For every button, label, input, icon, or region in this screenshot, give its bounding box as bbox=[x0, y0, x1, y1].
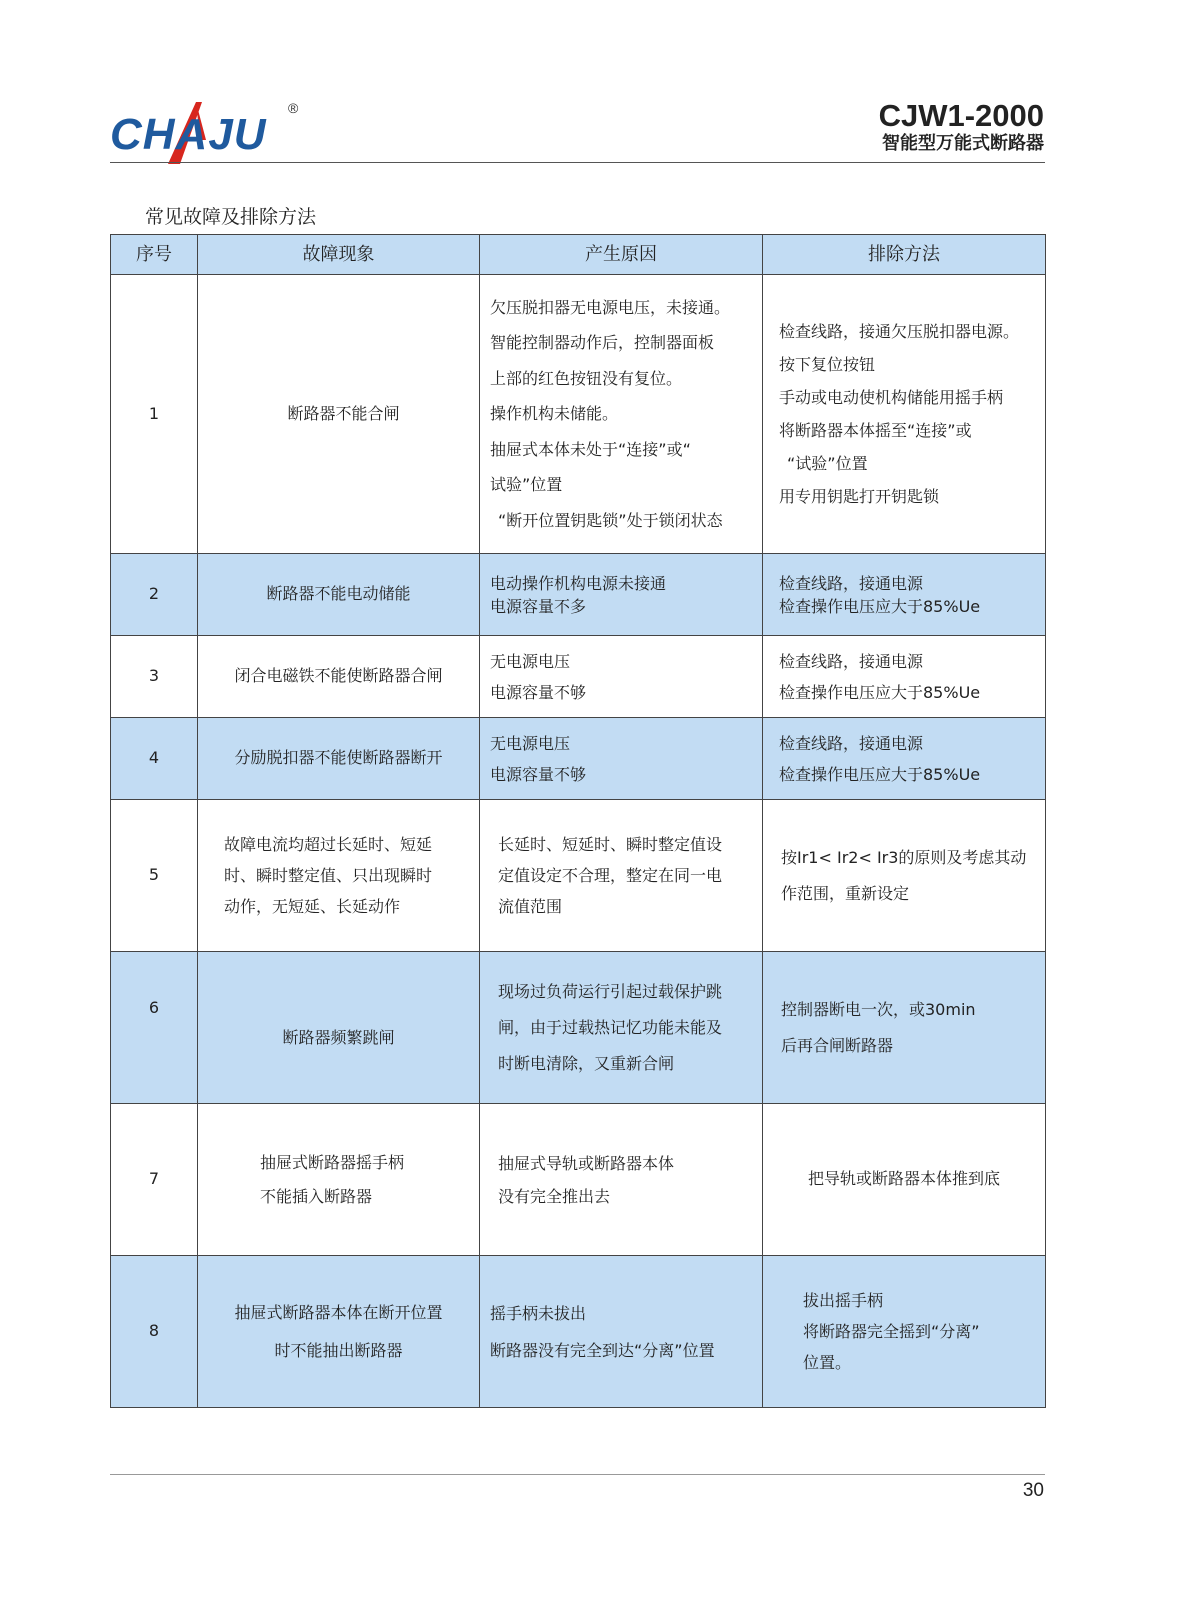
cause-line: 断路器没有完全到达“分离”位置 bbox=[490, 1340, 715, 1360]
row-number: 6 bbox=[111, 952, 198, 1104]
row-remedy bbox=[763, 800, 1046, 952]
cause-line: 抽屉式本体未处于“连接”或“ bbox=[490, 439, 691, 459]
row-remedy bbox=[763, 1104, 1046, 1256]
cause-line: 摇手柄未拔出 bbox=[490, 1303, 587, 1323]
remedy-line: 检查操作电压应大于85%Ue bbox=[779, 596, 981, 616]
model-header bbox=[879, 100, 1044, 156]
row-cause bbox=[480, 554, 763, 636]
row-cause bbox=[480, 636, 763, 718]
row-number: 5 bbox=[111, 800, 198, 952]
table-row bbox=[111, 1104, 1046, 1256]
cause-line: 上部的红色按钮没有复位。 bbox=[490, 368, 683, 388]
table-row bbox=[111, 554, 1046, 636]
symptom-line: 断路器不能电动储能 bbox=[266, 584, 411, 604]
column-header-number: 序号 bbox=[111, 235, 198, 275]
row-cause bbox=[480, 275, 763, 554]
row-symptom bbox=[198, 718, 480, 800]
symptom-line: 断路器不能合闸 bbox=[287, 403, 400, 423]
remedy-line: 手动或电动使机构储能用摇手柄 bbox=[779, 388, 1004, 407]
row-remedy bbox=[763, 275, 1046, 554]
column-header-cause: 产生原因 bbox=[480, 235, 763, 275]
fault-table bbox=[110, 234, 1046, 1408]
row-number: 3 bbox=[111, 636, 198, 718]
row-number: 4 bbox=[111, 718, 198, 800]
cause-line: 电动操作机构电源未接通 bbox=[490, 573, 667, 593]
column-header-remedy: 排除方法 bbox=[763, 235, 1046, 275]
symptom-line: 时不能抽出断路器 bbox=[274, 1340, 403, 1360]
row-symptom bbox=[198, 1104, 480, 1256]
row-symptom bbox=[198, 636, 480, 718]
remedy-line: 检查线路，接通电源 bbox=[779, 573, 924, 593]
cause-line: 无电源电压 bbox=[490, 651, 571, 671]
section-title: 常见故障及排除方法 bbox=[145, 206, 317, 228]
row-symptom bbox=[198, 1256, 480, 1408]
symptom-line: 动作，无短延、长延动作 bbox=[224, 897, 401, 916]
cause-line: 定值设定不合理，整定在同一电 bbox=[498, 866, 723, 885]
row-cause bbox=[480, 718, 763, 800]
symptom-line: 抽屉式断路器本体在断开位置 bbox=[234, 1302, 443, 1322]
remedy-line: 把导轨或断路器本体推到底 bbox=[807, 1169, 1000, 1189]
brand-logo bbox=[110, 96, 310, 168]
symptom-line: 断路器频繁跳闸 bbox=[282, 1028, 395, 1048]
row-remedy bbox=[763, 952, 1046, 1104]
cause-line: 现场过负荷运行引起过载保护跳 bbox=[498, 981, 723, 1001]
remedy-line: 检查线路，接通电源 bbox=[779, 651, 924, 671]
cause-line: 抽屉式导轨或断路器本体 bbox=[498, 1153, 675, 1173]
remedy-line: 检查线路，接通电源 bbox=[779, 733, 924, 753]
row-cause bbox=[480, 952, 763, 1104]
row-remedy bbox=[763, 1256, 1046, 1408]
header-divider bbox=[110, 162, 1045, 163]
table-row bbox=[111, 636, 1046, 718]
table-row bbox=[111, 275, 1046, 554]
row-symptom bbox=[198, 952, 480, 1104]
remedy-line: 将断路器本体摇至“连接”或 bbox=[779, 421, 972, 440]
row-symptom bbox=[198, 554, 480, 636]
cause-line: 时断电清除，又重新合闸 bbox=[498, 1053, 675, 1073]
remedy-line: 将断路器完全摇到“分离” bbox=[803, 1322, 980, 1341]
column-header-symptom: 故障现象 bbox=[198, 235, 480, 275]
row-number: 8 bbox=[111, 1256, 198, 1408]
cause-line: 操作机构未储能。 bbox=[490, 404, 619, 424]
table-row bbox=[111, 952, 1046, 1104]
row-cause bbox=[480, 1104, 763, 1256]
cause-line: 闸，由于过载热记忆功能未能及 bbox=[498, 1017, 723, 1037]
remedy-line: 按下复位按钮 bbox=[779, 355, 876, 374]
row-symptom bbox=[198, 275, 480, 554]
cause-line: 试验”位置 bbox=[490, 475, 563, 495]
cause-line: 无电源电压 bbox=[490, 733, 571, 753]
cause-line: 流值范围 bbox=[498, 897, 563, 916]
table-row bbox=[111, 800, 1046, 952]
row-symptom bbox=[198, 800, 480, 952]
row-cause bbox=[480, 1256, 763, 1408]
logo-wordmark: CHAJU bbox=[110, 110, 267, 159]
remedy-line: 作范围，重新设定 bbox=[781, 883, 910, 903]
row-remedy bbox=[763, 718, 1046, 800]
table-header-row bbox=[111, 235, 1046, 275]
row-number: 7 bbox=[111, 1104, 198, 1256]
cause-line: 电源容量不够 bbox=[490, 682, 587, 702]
model-code: CJW1-2000 bbox=[878, 98, 1044, 133]
row-remedy bbox=[763, 554, 1046, 636]
remedy-line: 控制器断电一次，或30min bbox=[781, 999, 976, 1019]
row-remedy bbox=[763, 636, 1046, 718]
remedy-line: 拔出摇手柄 bbox=[803, 1291, 884, 1310]
symptom-line: 不能插入断路器 bbox=[260, 1186, 373, 1206]
cause-line: 智能控制器动作后，控制器面板 bbox=[490, 333, 715, 353]
remedy-line: “试验”位置 bbox=[787, 454, 868, 473]
remedy-line: 后再合闸断路器 bbox=[781, 1035, 894, 1055]
remedy-line: 检查线路，接通欠压脱扣器电源。 bbox=[779, 322, 1020, 341]
remedy-line: 检查操作电压应大于85%Ue bbox=[779, 682, 981, 702]
row-number: 2 bbox=[111, 554, 198, 636]
cause-line: “断开位置钥匙锁”处于锁闭状态 bbox=[498, 510, 723, 530]
cause-line: 没有完全推出去 bbox=[498, 1186, 611, 1206]
symptom-line: 抽屉式断路器摇手柄 bbox=[260, 1152, 405, 1172]
model-name: 智能型万能式断路器 bbox=[882, 133, 1044, 154]
table-row bbox=[111, 718, 1046, 800]
symptom-line: 分励脱扣器不能使断路器断开 bbox=[234, 748, 443, 768]
symptom-line: 闭合电磁铁不能使断路器合闸 bbox=[234, 666, 443, 686]
cause-line: 电源容量不多 bbox=[490, 596, 587, 616]
cause-line: 欠压脱扣器无电源电压，未接通。 bbox=[490, 297, 731, 317]
remedy-line: 位置。 bbox=[803, 1353, 852, 1372]
cause-line: 长延时、短延时、瞬时整定值设 bbox=[498, 835, 723, 854]
page-number: 30 bbox=[1022, 1480, 1044, 1501]
remedy-line: 用专用钥匙打开钥匙锁 bbox=[779, 487, 940, 506]
remedy-line: 检查操作电压应大于85%Ue bbox=[779, 764, 981, 784]
symptom-line: 故障电流均超过长延时、短延 bbox=[224, 835, 433, 854]
footer-divider bbox=[110, 1474, 1045, 1475]
symptom-line: 时、瞬时整定值、只出现瞬时 bbox=[224, 866, 433, 885]
registered-mark: ® bbox=[288, 100, 299, 116]
cause-line: 电源容量不够 bbox=[490, 764, 587, 784]
remedy-line: 按Ir1< Ir2< Ir3的原则及考虑其动 bbox=[781, 847, 1027, 867]
table-row bbox=[111, 1256, 1046, 1408]
row-cause bbox=[480, 800, 763, 952]
row-number: 1 bbox=[111, 275, 198, 554]
